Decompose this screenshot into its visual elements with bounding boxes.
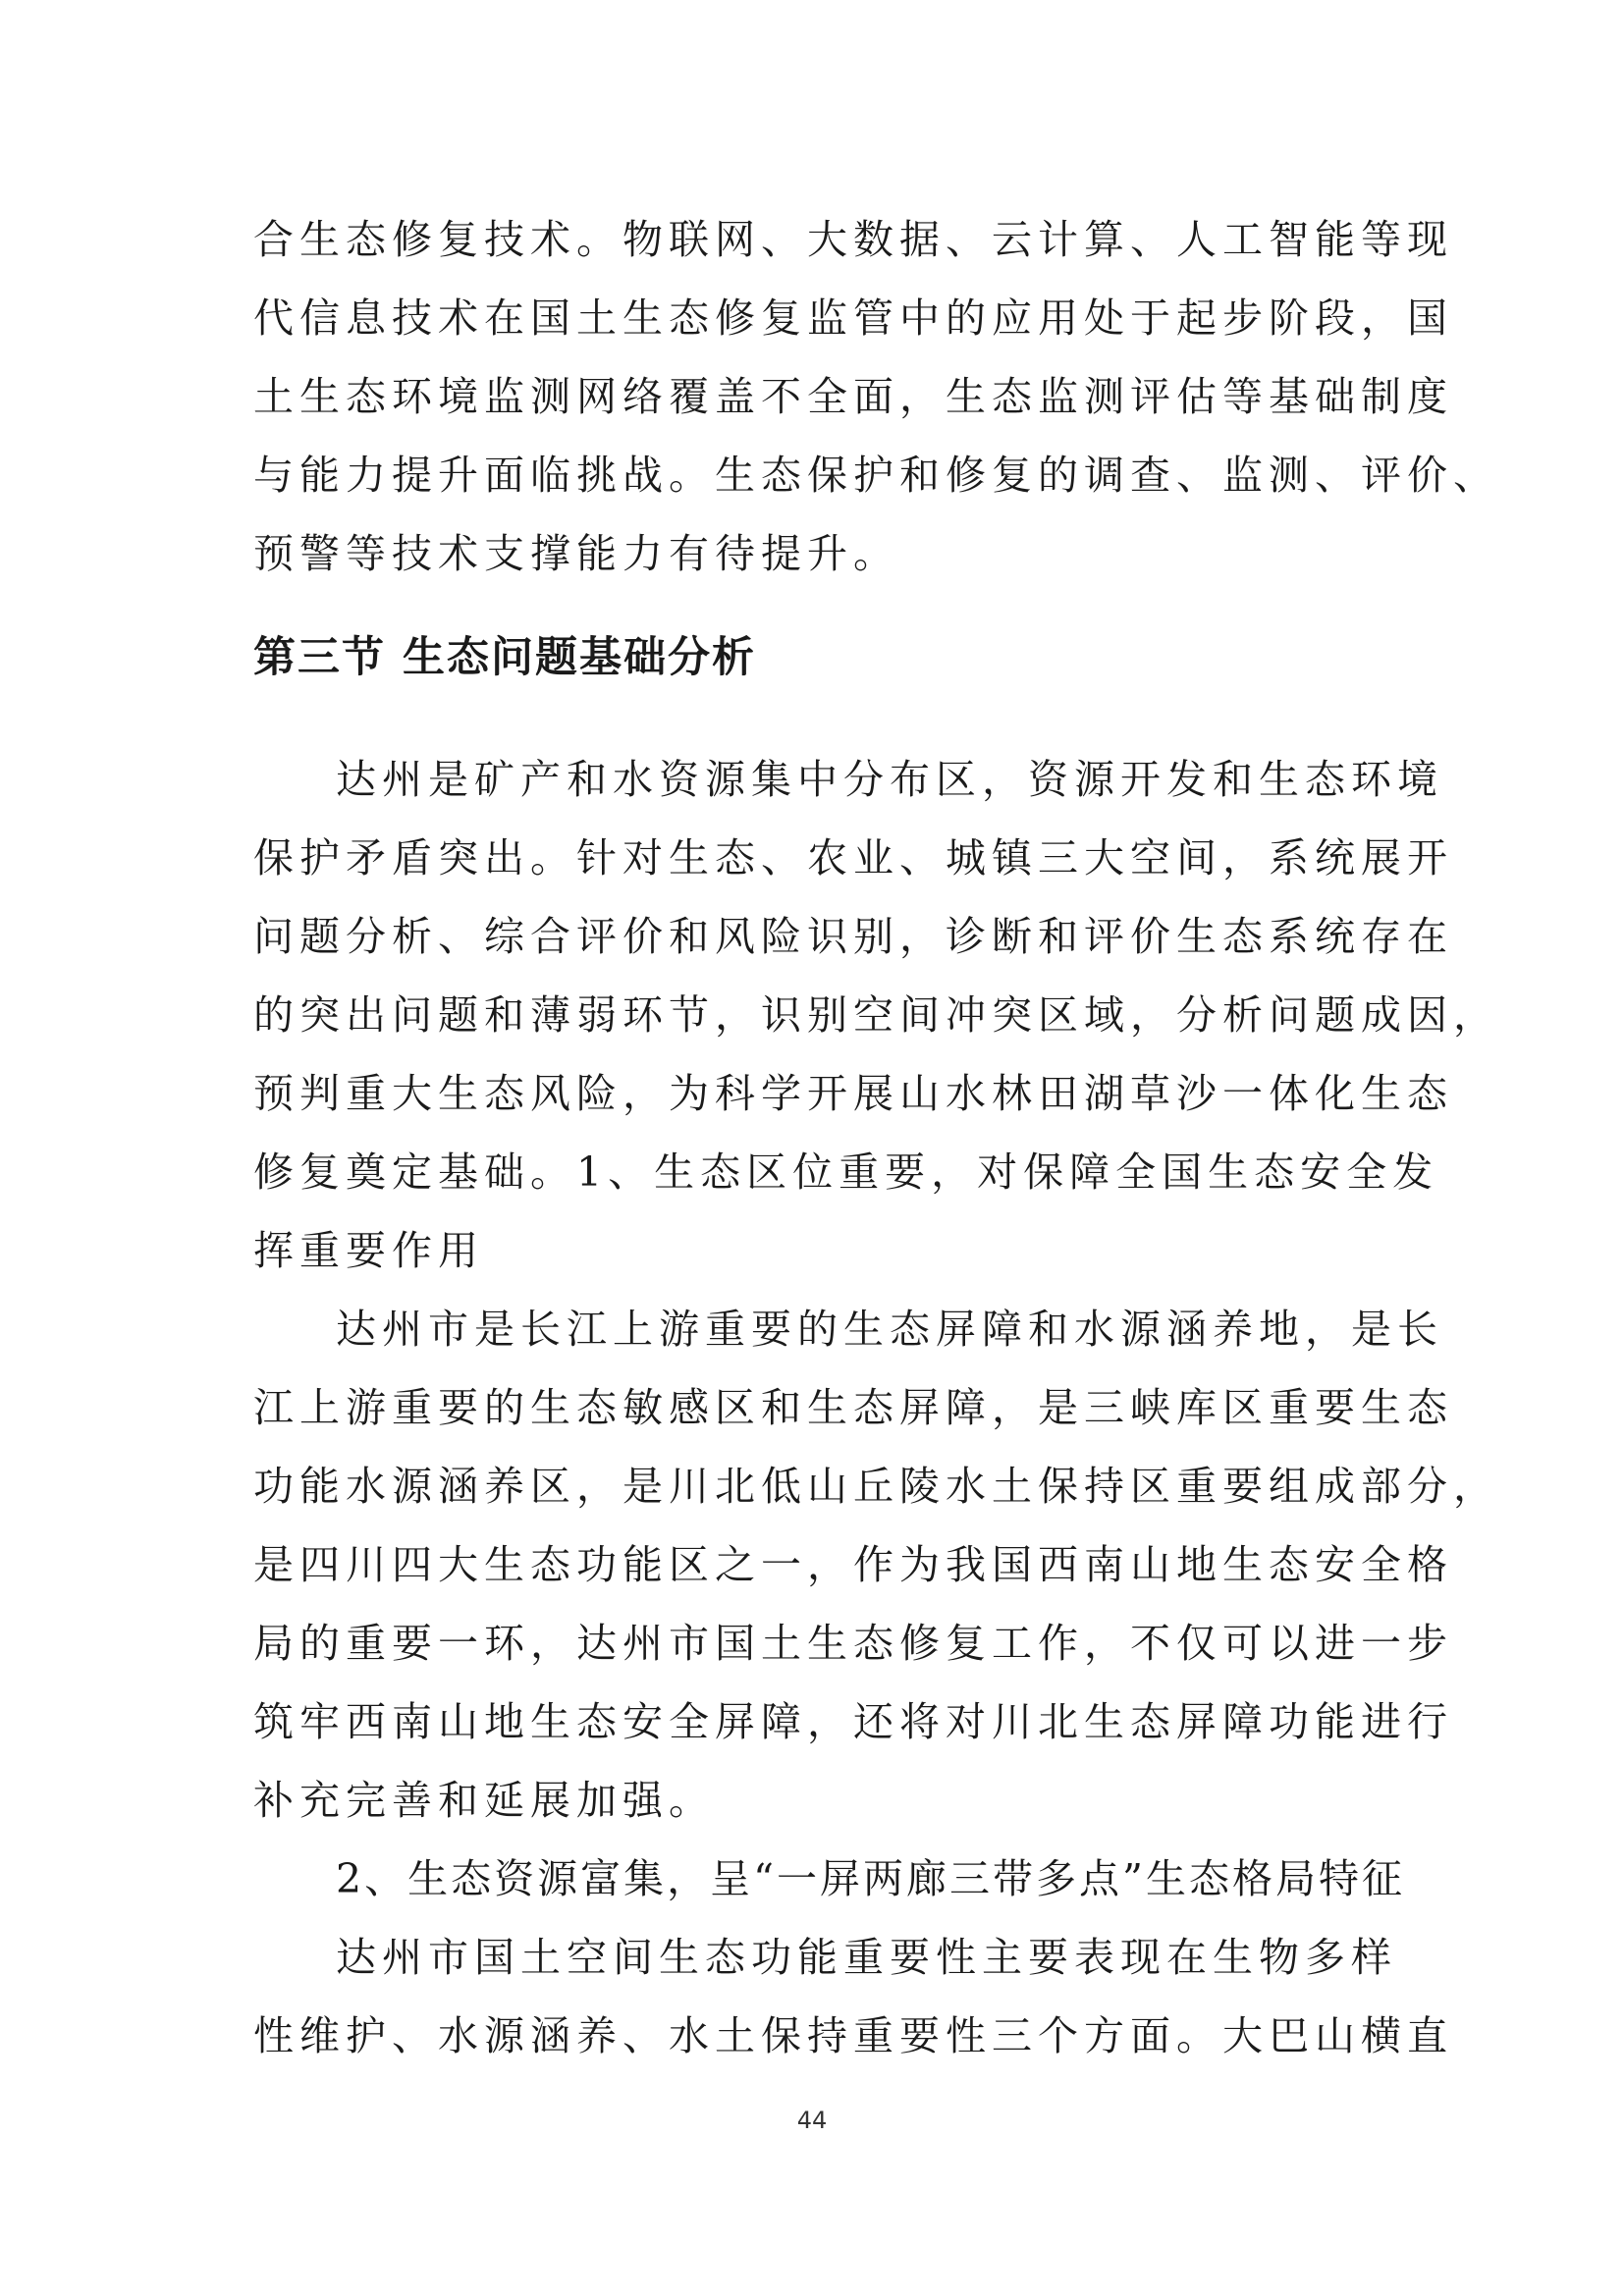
analysis-line-7: 挥重要作用 [253, 1227, 484, 1274]
intro-line-4: 与能力提升面临挑战。生态保护和修复的调查、监测、评价、 [253, 452, 1499, 499]
analysis-line-4: 的突出问题和薄弱环节，识别空间冲突区域，分析问题成因， [253, 991, 1499, 1039]
location-line-1: 达州市是长江上游重要的生态屏障和水源涵养地，是长 [336, 1306, 1443, 1353]
page-number: 44 [796, 2107, 828, 2134]
analysis-line-5: 预判重大生态风险，为科学开展山水林田湖草沙一体化生态 [253, 1070, 1453, 1117]
analysis-line-2: 保护矛盾突出。针对生态、农业、城镇三大空间，系统展开 [253, 834, 1453, 881]
location-line-5: 局的重要一环，达州市国土生态修复工作，不仅可以进一步 [253, 1620, 1453, 1667]
intro-line-3: 土生态环境监测网络覆盖不全面，生态监测评估等基础制度 [253, 373, 1453, 420]
intro-line-5: 预警等技术支撑能力有待提升。 [253, 530, 899, 577]
resources-line-1: 达州市国土空间生态功能重要性主要表现在生物多样 [336, 1934, 1397, 1981]
analysis-line-1: 达州是矿产和水资源集中分布区，资源开发和生态环境 [336, 756, 1443, 803]
intro-line-2: 代信息技术在国土生态修复监管中的应用处于起步阶段，国 [253, 294, 1453, 342]
location-line-2: 江上游重要的生态敏感区和生态屏障，是三峡库区重要生态 [253, 1384, 1453, 1431]
location-line-4: 是四川四大生态功能区之一，作为我国西南山地生态安全格 [253, 1541, 1453, 1588]
location-line-6: 筑牢西南山地生态安全屏障，还将对川北生态屏障功能进行 [253, 1698, 1453, 1745]
section-heading: 第三节 生态问题基础分析 [253, 633, 756, 682]
analysis-line-3: 问题分析、综合评价和风险识别，诊断和评价生态系统存在 [253, 913, 1453, 960]
analysis-line-6: 修复奠定基础。1、生态区位重要，对保障全国生态安全发 [253, 1148, 1439, 1196]
location-line-7: 补充完善和延展加强。 [253, 1777, 715, 1824]
intro-line-1: 合生态修复技术。物联网、大数据、云计算、人工智能等现 [253, 216, 1453, 263]
resources-line-2: 性维护、水源涵养、水土保持重要性三个方面。大巴山横直 [253, 2012, 1453, 2059]
resources-subheading: 2、生态资源富集，呈“一屏两廊三带多点”生态格局特征 [336, 1855, 1406, 1902]
location-line-3: 功能水源涵养区，是川北低山丘陵水土保持区重要组成部分， [253, 1463, 1499, 1510]
